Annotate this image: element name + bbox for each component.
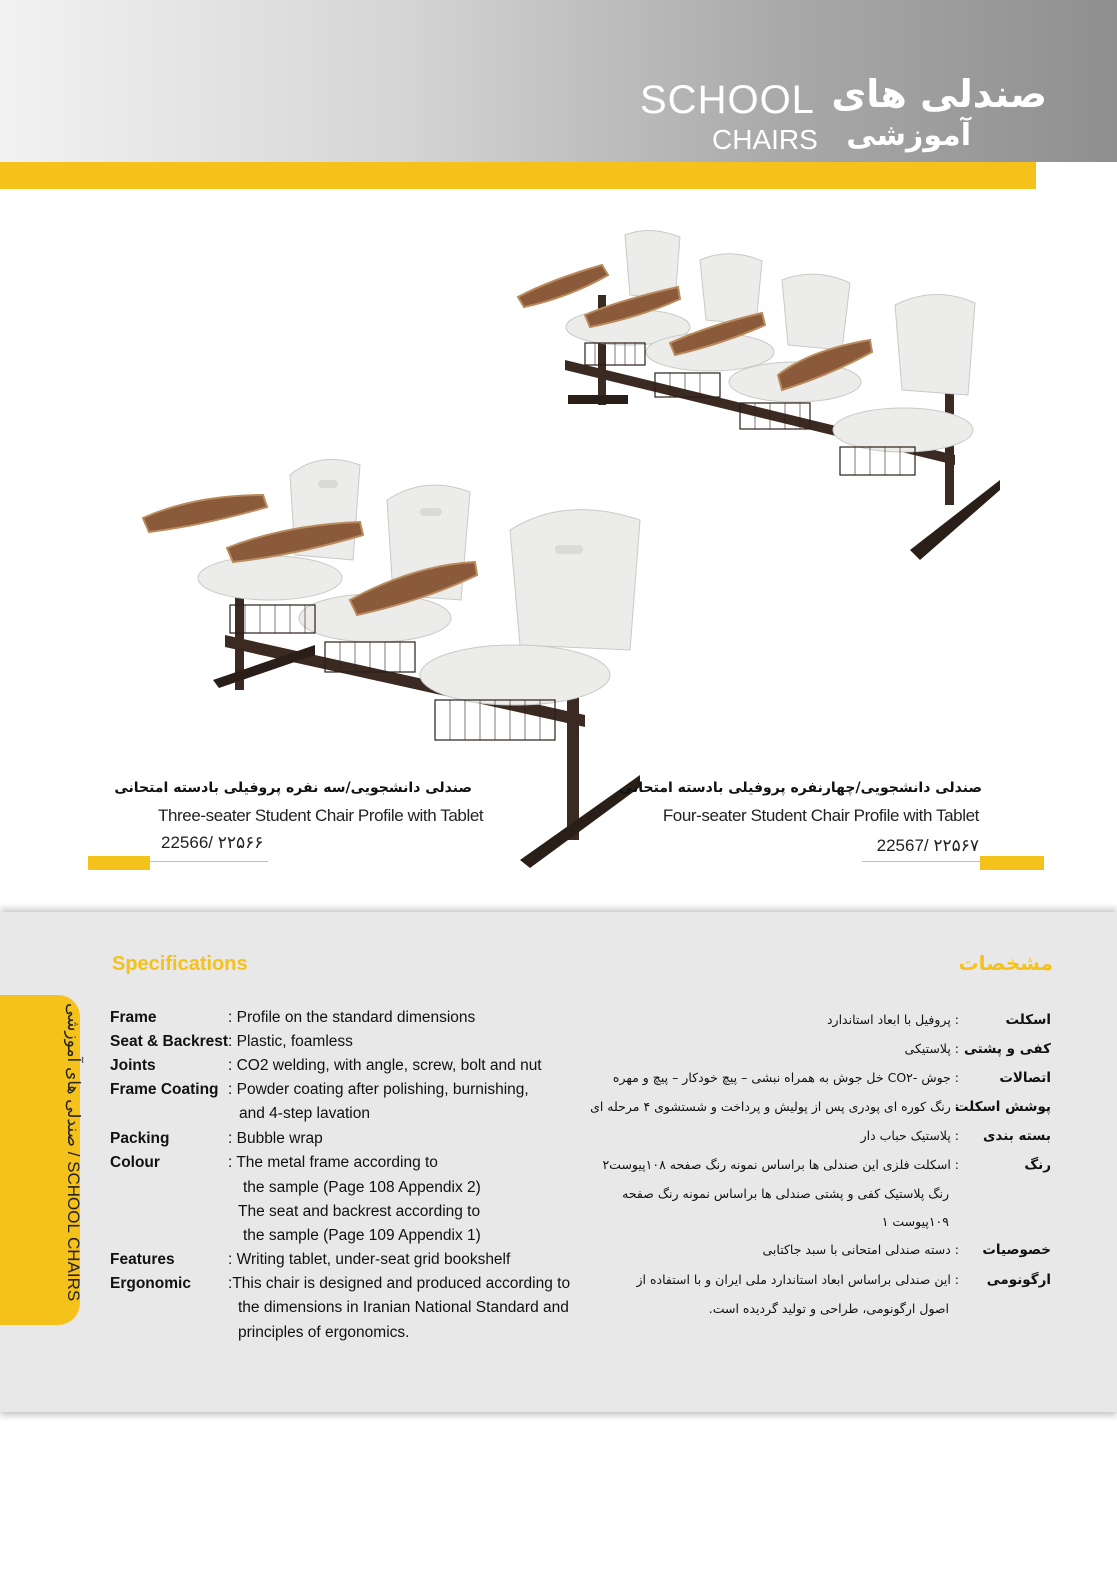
spec-fa-frame-coating bbox=[590, 1099, 1051, 1115]
spec-fa-label: اتصالات bbox=[999, 1070, 1051, 1086]
four-seater-name-fa: صندلی دانشجویی/چهارنفره پروفیلی بادسته امتحانی bbox=[618, 780, 982, 796]
spec-en-label: Joints bbox=[110, 1057, 156, 1074]
spec-en-value: : Powder coating after polishing, burnishing, bbox=[228, 1081, 529, 1098]
spec-fa-value: : دسته صندلی امتحانی با سبد جاکتابی bbox=[762, 1242, 959, 1257]
spec-en-joints bbox=[110, 1057, 542, 1075]
spec-en-value: :This chair is designed and produced according to bbox=[228, 1275, 571, 1292]
spec-en-label: Packing bbox=[110, 1130, 170, 1147]
spec-en-colour-cont: the sample (Page 109 Appendix 1) bbox=[243, 1227, 481, 1244]
spec-en-label: Features bbox=[110, 1251, 175, 1268]
specifications-title-fa: مشخصات bbox=[958, 951, 1053, 975]
spec-fa-value: : پروفیل با ابعاد استاندارد bbox=[826, 1012, 959, 1027]
spec-en-colour bbox=[110, 1154, 438, 1172]
spec-en-frame-coating bbox=[110, 1081, 529, 1099]
three-seater-name-en: Three-seater Student Chair Profile with Tablet bbox=[158, 806, 484, 825]
spec-fa-colour-cont: رنگ پلاستیک کفی و پشتی صندلی ها براساس نمونه رنگ صفحه bbox=[622, 1186, 949, 1201]
spec-en-ergonomic-cont: principles of ergonomics. bbox=[238, 1324, 410, 1341]
spec-fa-label: اسکلت bbox=[1005, 1012, 1051, 1028]
spec-fa-label: کفی و پشتی bbox=[964, 1041, 1051, 1057]
spec-fa-value: : جوش -CO۲ خل جوش به همراه نبشی – پیچ خودکار – پیچ و مهره bbox=[612, 1070, 959, 1085]
spec-fa-seat-backrest bbox=[905, 1041, 1051, 1057]
header-title-fa-line1: صندلی های bbox=[831, 72, 1047, 116]
spec-en-value: : Plastic, foamless bbox=[228, 1033, 353, 1050]
three-seater-code: 22566/ ۲۲۵۶۶ bbox=[161, 833, 264, 852]
header-title-en-line1: SCHOOL bbox=[640, 78, 815, 122]
spec-fa-features bbox=[762, 1242, 1051, 1258]
spec-en-ergonomic-cont: the dimensions in Iranian National Standard and bbox=[238, 1299, 569, 1316]
spec-en-frame bbox=[110, 1009, 475, 1027]
spec-en-label: Frame bbox=[110, 1009, 157, 1026]
spec-en-packing bbox=[110, 1130, 323, 1148]
spec-fa-packing bbox=[861, 1128, 1051, 1144]
three-seater-accent bbox=[88, 856, 150, 870]
spec-en-label: Ergonomic bbox=[110, 1275, 191, 1292]
spec-en-value: : Bubble wrap bbox=[228, 1130, 323, 1147]
spec-fa-value: : پلاستیکی bbox=[904, 1041, 959, 1056]
three-seater-underline bbox=[150, 861, 268, 862]
spec-fa-label: خصوصیات bbox=[982, 1242, 1051, 1258]
header-accent-bar bbox=[0, 162, 1036, 189]
spec-en-label: Seat & Backrest bbox=[110, 1033, 229, 1050]
spec-en-seat-backrest bbox=[110, 1033, 353, 1051]
spec-fa-ergonomic bbox=[636, 1272, 1051, 1288]
four-seater-accent bbox=[980, 856, 1044, 870]
spec-en-value: : Writing tablet, under-seat grid bookshelf bbox=[228, 1251, 511, 1268]
four-seater-underline bbox=[862, 861, 980, 862]
spec-fa-frame bbox=[827, 1012, 1051, 1028]
spec-fa-colour-cont: ۱۰۹پیوست ۱ bbox=[881, 1214, 949, 1229]
spec-fa-value: : این صندلی براساس ابعاد استاندارد ملی ایران و با استفاده از bbox=[636, 1272, 959, 1287]
header-title-en-line2: CHAIRS bbox=[712, 124, 818, 155]
four-seater-name-en: Four-seater Student Chair Profile with Tablet bbox=[662, 806, 979, 825]
header-title-fa-line2: آموزشی bbox=[846, 118, 971, 153]
spec-en-colour-cont: the sample (Page 108 Appendix 2) bbox=[243, 1179, 481, 1196]
spec-fa-label: پوشش اسکلت bbox=[954, 1099, 1051, 1115]
three-seater-name-fa: صندلی دانشجویی/سه نفره پروفیلی بادسته امتحانی bbox=[114, 780, 472, 796]
four-seater-code: 22567/ ۲۲۵۶۷ bbox=[876, 836, 979, 855]
spec-fa-value: : اسکلت فلزی این صندلی ها براساس نمونه رنگ صفحه ۱۰۸پیوست۲ bbox=[602, 1157, 959, 1172]
spec-en-value: : The metal frame according to bbox=[228, 1154, 438, 1171]
spec-en-value: : Profile on the standard dimensions bbox=[228, 1009, 476, 1026]
spec-en-label: Frame Coating bbox=[110, 1081, 219, 1098]
spec-fa-ergonomic-cont: اصول ارگونومی، طراحی و تولید گردیده است. bbox=[708, 1301, 949, 1316]
spec-fa-joints bbox=[613, 1070, 1051, 1086]
spec-en-value: : CO2 welding, with angle, screw, bolt and nut bbox=[228, 1057, 542, 1074]
spec-en-ergonomic bbox=[110, 1275, 570, 1293]
spec-en-colour-cont: The seat and backrest according to bbox=[238, 1203, 481, 1220]
side-tab-label: صندلی های آموزشی / SCHOOL CHAIRS bbox=[64, 1003, 83, 1302]
spec-fa-value: : پلاستیک حباب دار bbox=[860, 1128, 959, 1143]
spec-fa-value: : رنگ کوره ای پودری پس از پولیش و پرداخت و شستشوی ۴ مرحله ای bbox=[590, 1099, 959, 1114]
spec-en-label: Colour bbox=[110, 1154, 160, 1171]
spec-fa-label: رنگ bbox=[1024, 1157, 1051, 1173]
specifications-title-en: Specifications bbox=[112, 953, 248, 975]
spec-fa-colour bbox=[602, 1157, 1051, 1173]
spec-en-features bbox=[110, 1251, 510, 1269]
spec-fa-label: بسته بندی bbox=[983, 1128, 1051, 1144]
spec-en-frame-coating-cont: and 4-step lavation bbox=[239, 1105, 370, 1122]
spec-fa-label: ارگونومی bbox=[986, 1272, 1051, 1288]
